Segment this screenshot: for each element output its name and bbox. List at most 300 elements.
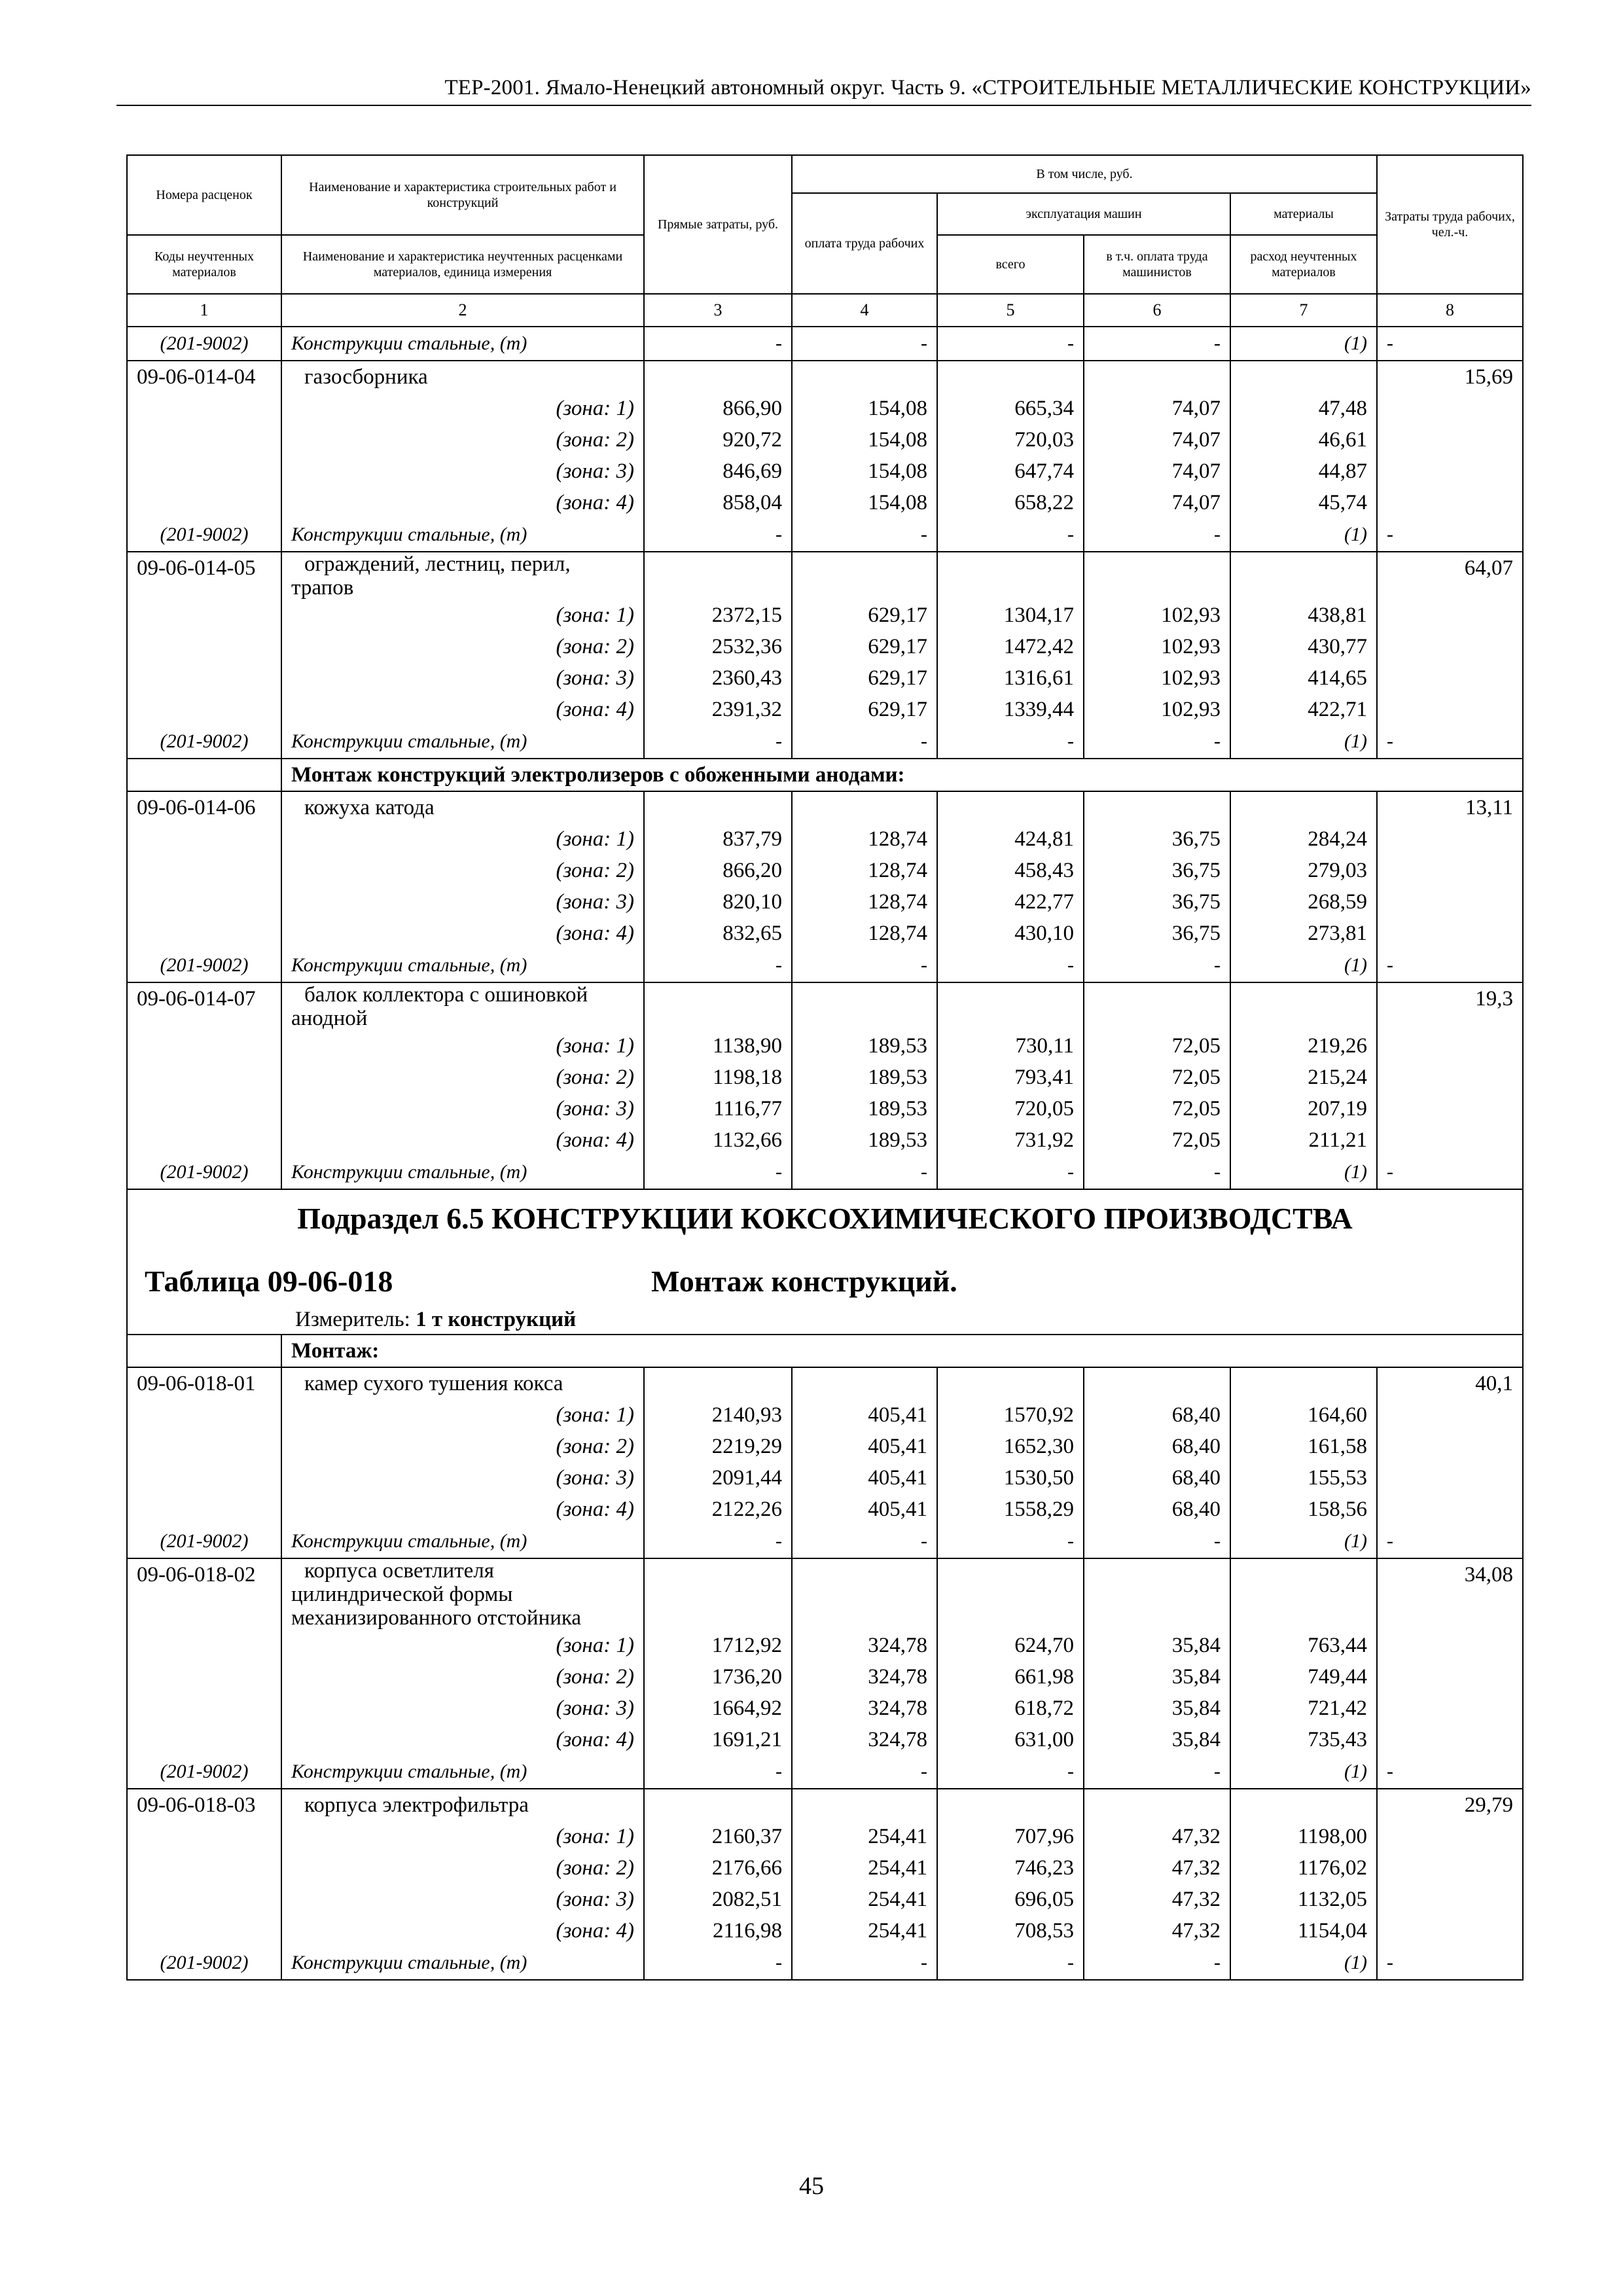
rate-row xyxy=(127,361,1523,393)
empty-cell xyxy=(792,552,937,600)
empty-cell xyxy=(127,393,281,424)
empty-cell xyxy=(1377,1884,1523,1915)
page-number: 45 xyxy=(799,2172,824,2200)
resource-dash: - xyxy=(792,949,937,982)
zone-label: (зона: 2) xyxy=(281,1661,644,1693)
empty-cell xyxy=(1084,1367,1230,1399)
machinist-pay: 36,75 xyxy=(1084,918,1230,949)
rate-name: корпуса электрофильтра xyxy=(281,1789,644,1821)
machinist-pay: 102,93 xyxy=(1084,662,1230,694)
machinist-pay: 35,84 xyxy=(1084,1661,1230,1693)
resource-row xyxy=(127,518,1523,552)
machine-total: 793,41 xyxy=(937,1062,1084,1093)
worker-pay: 405,41 xyxy=(792,1494,937,1525)
zone-label: (зона: 3) xyxy=(281,1093,644,1124)
materials: 422,71 xyxy=(1230,694,1377,725)
resource-code: (201-9002) xyxy=(127,518,281,552)
resource-dash: - xyxy=(937,949,1084,982)
machine-total: 1472,42 xyxy=(937,631,1084,662)
zone-row xyxy=(127,1462,1523,1494)
empty-cell xyxy=(1377,886,1523,918)
empty-cell xyxy=(1084,552,1230,600)
machinist-pay: 74,07 xyxy=(1084,393,1230,424)
rate-row xyxy=(127,552,1523,600)
zone-row xyxy=(127,662,1523,694)
resource-row xyxy=(127,1156,1523,1189)
resource-name: Конструкции стальные, (т) xyxy=(281,1755,644,1789)
direct-costs: 2391,32 xyxy=(644,694,792,725)
materials: 735,43 xyxy=(1230,1724,1377,1755)
materials: 268,59 xyxy=(1230,886,1377,918)
machine-total: 424,81 xyxy=(937,823,1084,855)
col-number: 4 xyxy=(792,294,937,327)
machine-total: 730,11 xyxy=(937,1030,1084,1062)
resource-name: Конструкции стальные, (т) xyxy=(281,725,644,759)
resource-name: Конструкции стальные, (т) xyxy=(281,949,644,982)
empty-cell xyxy=(1230,982,1377,1030)
materials: 438,81 xyxy=(1230,600,1377,631)
materials: 46,61 xyxy=(1230,424,1377,456)
zone-row xyxy=(127,1093,1523,1124)
rate-code: 09-06-014-05 xyxy=(127,552,281,600)
header-codes-unaccounted: Коды неучтенных материалов xyxy=(127,235,281,294)
empty-cell xyxy=(1084,361,1230,393)
zone-label: (зона: 1) xyxy=(281,1030,644,1062)
rate-code: 09-06-014-07 xyxy=(127,982,281,1030)
empty-cell xyxy=(644,552,792,600)
empty-cell xyxy=(792,982,937,1030)
empty-cell xyxy=(127,631,281,662)
empty-cell xyxy=(127,1852,281,1884)
empty-cell xyxy=(644,982,792,1030)
empty-cell xyxy=(1084,982,1230,1030)
materials: 161,58 xyxy=(1230,1431,1377,1462)
machinist-pay: 102,93 xyxy=(1084,600,1230,631)
worker-pay: 324,78 xyxy=(792,1693,937,1724)
empty-cell xyxy=(1377,1093,1523,1124)
empty-cell xyxy=(127,487,281,518)
empty-cell xyxy=(1230,1558,1377,1630)
empty-cell xyxy=(792,1789,937,1821)
zone-label: (зона: 2) xyxy=(281,1431,644,1462)
empty-cell xyxy=(1084,791,1230,823)
materials: 1132,05 xyxy=(1230,1884,1377,1915)
direct-costs: 837,79 xyxy=(644,823,792,855)
materials: 215,24 xyxy=(1230,1062,1377,1093)
machine-total: 1304,17 xyxy=(937,600,1084,631)
machinist-pay: 35,84 xyxy=(1084,1724,1230,1755)
resource-dash: - xyxy=(644,1755,792,1789)
resource-dash: - xyxy=(644,1525,792,1558)
resource-qty: (1) xyxy=(1230,1525,1377,1558)
empty-cell xyxy=(127,1124,281,1156)
zone-label: (зона: 4) xyxy=(281,918,644,949)
header-machine-total: всего xyxy=(937,235,1084,294)
resource-dash: - xyxy=(937,327,1084,361)
empty-cell xyxy=(937,1558,1084,1630)
worker-pay: 405,41 xyxy=(792,1431,937,1462)
machine-total: 618,72 xyxy=(937,1693,1084,1724)
worker-pay: 405,41 xyxy=(792,1462,937,1494)
machinist-pay: 102,93 xyxy=(1084,631,1230,662)
direct-costs: 2219,29 xyxy=(644,1431,792,1462)
empty-cell xyxy=(1230,1367,1377,1399)
materials: 1176,02 xyxy=(1230,1852,1377,1884)
empty-cell xyxy=(1377,1399,1523,1431)
empty-cell xyxy=(937,1789,1084,1821)
empty-cell xyxy=(1377,1630,1523,1661)
empty-cell xyxy=(127,1062,281,1093)
machine-total: 458,43 xyxy=(937,855,1084,886)
resource-dash: - xyxy=(937,725,1084,759)
direct-costs: 920,72 xyxy=(644,424,792,456)
resource-dash: - xyxy=(1377,1156,1523,1189)
machinist-pay: 47,32 xyxy=(1084,1884,1230,1915)
zone-row xyxy=(127,393,1523,424)
worker-pay: 154,08 xyxy=(792,487,937,518)
zone-label: (зона: 2) xyxy=(281,855,644,886)
worker-pay: 189,53 xyxy=(792,1124,937,1156)
materials: 164,60 xyxy=(1230,1399,1377,1431)
direct-costs: 866,90 xyxy=(644,393,792,424)
machine-total: 661,98 xyxy=(937,1661,1084,1693)
zone-row xyxy=(127,1124,1523,1156)
resource-dash: - xyxy=(1084,327,1230,361)
labor-cost: 29,79 xyxy=(1377,1789,1523,1821)
zone-label: (зона: 1) xyxy=(281,393,644,424)
zone-row xyxy=(127,886,1523,918)
machinist-pay: 35,84 xyxy=(1084,1693,1230,1724)
zone-label: (зона: 1) xyxy=(281,1821,644,1852)
resource-row xyxy=(127,1755,1523,1789)
machinist-pay: 102,93 xyxy=(1084,694,1230,725)
resource-dash: - xyxy=(937,1156,1084,1189)
machinist-pay: 68,40 xyxy=(1084,1399,1230,1431)
zone-row xyxy=(127,1915,1523,1946)
zone-row xyxy=(127,823,1523,855)
empty-cell xyxy=(127,1630,281,1661)
zone-row xyxy=(127,456,1523,487)
rate-block-group-c xyxy=(127,1367,1523,1980)
resource-dash: - xyxy=(1084,949,1230,982)
table-header xyxy=(127,155,1523,327)
resource-code: (201-9002) xyxy=(127,327,281,361)
resource-dash: - xyxy=(1084,725,1230,759)
worker-pay: 629,17 xyxy=(792,662,937,694)
group-title: Монтаж конструкций электролизеров с обоженными анодами: xyxy=(281,759,1523,791)
resource-dash: - xyxy=(792,327,937,361)
rate-row xyxy=(127,982,1523,1030)
zone-row xyxy=(127,1399,1523,1431)
worker-pay: 189,53 xyxy=(792,1093,937,1124)
zone-row xyxy=(127,1661,1523,1693)
empty-cell xyxy=(1377,1462,1523,1494)
machinist-pay: 72,05 xyxy=(1084,1062,1230,1093)
col-number: 8 xyxy=(1377,294,1523,327)
meter-value: 1 т конструкций xyxy=(416,1308,577,1331)
rate-code: 09-06-014-06 xyxy=(127,791,281,823)
resource-dash: - xyxy=(1084,1156,1230,1189)
materials: 279,03 xyxy=(1230,855,1377,886)
empty-cell xyxy=(792,1558,937,1630)
resource-code: (201-9002) xyxy=(127,1755,281,1789)
direct-costs: 2532,36 xyxy=(644,631,792,662)
resource-code: (201-9002) xyxy=(127,1525,281,1558)
worker-pay: 254,41 xyxy=(792,1915,937,1946)
header-including: В том числе, руб. xyxy=(792,155,1377,193)
empty-cell xyxy=(1377,456,1523,487)
machinist-pay: 72,05 xyxy=(1084,1093,1230,1124)
resource-dash: - xyxy=(792,1525,937,1558)
rate-row xyxy=(127,1789,1523,1821)
rate-name: ограждений, лестниц, перил, трапов xyxy=(281,552,644,600)
machinist-pay: 36,75 xyxy=(1084,823,1230,855)
zone-label: (зона: 4) xyxy=(281,487,644,518)
machinist-pay: 72,05 xyxy=(1084,1030,1230,1062)
resource-dash: - xyxy=(1377,327,1523,361)
machine-total: 707,96 xyxy=(937,1821,1084,1852)
worker-pay: 629,17 xyxy=(792,600,937,631)
subsection-header xyxy=(127,1189,1523,1367)
zone-label: (зона: 2) xyxy=(281,631,644,662)
col-number: 7 xyxy=(1230,294,1377,327)
worker-pay: 154,08 xyxy=(792,456,937,487)
resource-name: Конструкции стальные, (т) xyxy=(281,1946,644,1980)
empty-cell xyxy=(1377,1062,1523,1093)
labor-cost: 19,3 xyxy=(1377,982,1523,1030)
zone-label: (зона: 3) xyxy=(281,886,644,918)
empty-cell xyxy=(792,791,937,823)
resource-dash: - xyxy=(644,725,792,759)
machinist-pay: 47,32 xyxy=(1084,1852,1230,1884)
labor-cost: 34,08 xyxy=(1377,1558,1523,1630)
resource-row xyxy=(127,949,1523,982)
empty-cell xyxy=(127,424,281,456)
materials: 273,81 xyxy=(1230,918,1377,949)
machinist-pay: 74,07 xyxy=(1084,424,1230,456)
worker-pay: 254,41 xyxy=(792,1884,937,1915)
empty-cell xyxy=(127,1693,281,1724)
machine-total: 746,23 xyxy=(937,1852,1084,1884)
running-title: ТЕР-2001. Ямало-Ненецкий автономный округ. Часть 9. «СТРОИТЕЛЬНЫЕ МЕТАЛЛИЧЕСКИЕ КОНСТРУКЦИИ» xyxy=(444,76,1531,99)
worker-pay: 128,74 xyxy=(792,855,937,886)
machinist-pay: 35,84 xyxy=(1084,1630,1230,1661)
resource-name: Конструкции стальные, (т) xyxy=(281,1156,644,1189)
empty-cell xyxy=(937,552,1084,600)
resource-qty: (1) xyxy=(1230,1946,1377,1980)
rate-block-group-b xyxy=(127,791,1523,1189)
materials: 1198,00 xyxy=(1230,1821,1377,1852)
machine-total: 647,74 xyxy=(937,456,1084,487)
labor-cost: 13,11 xyxy=(1377,791,1523,823)
machinist-pay: 72,05 xyxy=(1084,1124,1230,1156)
rate-row xyxy=(127,791,1523,823)
resource-name: Конструкции стальные, (т) xyxy=(281,327,644,361)
empty-cell xyxy=(1377,918,1523,949)
machinist-pay: 47,32 xyxy=(1084,1915,1230,1946)
empty-cell xyxy=(127,918,281,949)
worker-pay: 189,53 xyxy=(792,1030,937,1062)
zone-label: (зона: 4) xyxy=(281,1124,644,1156)
page-header xyxy=(116,73,1531,106)
rate-name: кожуха катода xyxy=(281,791,644,823)
machinist-pay: 36,75 xyxy=(1084,855,1230,886)
labor-cost: 40,1 xyxy=(1377,1367,1523,1399)
direct-costs: 866,20 xyxy=(644,855,792,886)
empty-cell xyxy=(127,1030,281,1062)
empty-cell xyxy=(1084,1558,1230,1630)
materials: 47,48 xyxy=(1230,393,1377,424)
machinist-pay: 74,07 xyxy=(1084,456,1230,487)
empty-cell xyxy=(1230,361,1377,393)
header-rate-number: Номера расценок xyxy=(127,155,281,235)
resource-name: Конструкции стальные, (т) xyxy=(281,518,644,552)
zone-label: (зона: 3) xyxy=(281,1884,644,1915)
empty-cell xyxy=(1377,1030,1523,1062)
zone-label: (зона: 2) xyxy=(281,1852,644,1884)
resource-row xyxy=(127,725,1523,759)
machine-total: 1339,44 xyxy=(937,694,1084,725)
rate-name: балок коллектора с ошиновкой анодной xyxy=(281,982,644,1030)
resource-code: (201-9002) xyxy=(127,949,281,982)
zone-row xyxy=(127,1630,1523,1661)
rate-code: 09-06-014-04 xyxy=(127,361,281,393)
empty-cell xyxy=(127,886,281,918)
resource-dash: - xyxy=(937,1525,1084,1558)
resource-qty: (1) xyxy=(1230,518,1377,552)
zone-label: (зона: 4) xyxy=(281,1494,644,1525)
empty-cell xyxy=(1084,1789,1230,1821)
header-machine-ops: эксплуатация машин xyxy=(937,193,1230,235)
worker-pay: 324,78 xyxy=(792,1630,937,1661)
zone-row xyxy=(127,855,1523,886)
empty-cell xyxy=(644,1789,792,1821)
col-number: 5 xyxy=(937,294,1084,327)
direct-costs: 2140,93 xyxy=(644,1399,792,1431)
group-heading xyxy=(127,759,1523,791)
empty-cell xyxy=(1377,600,1523,631)
empty-cell xyxy=(127,1884,281,1915)
machine-total: 696,05 xyxy=(937,1884,1084,1915)
zone-row xyxy=(127,1724,1523,1755)
worker-pay: 154,08 xyxy=(792,424,937,456)
empty-cell xyxy=(127,456,281,487)
subsection-title: Подраздел 6.5 КОНСТРУКЦИИ КОКСОХИМИЧЕСКОГО ПРОИЗВОДСТВА xyxy=(297,1202,1353,1235)
col-number: 6 xyxy=(1084,294,1230,327)
machinist-pay: 36,75 xyxy=(1084,886,1230,918)
machinist-pay: 68,40 xyxy=(1084,1431,1230,1462)
zone-row xyxy=(127,1431,1523,1462)
direct-costs: 1664,92 xyxy=(644,1693,792,1724)
resource-dash: - xyxy=(1084,1946,1230,1980)
zone-row xyxy=(127,1821,1523,1852)
resource-qty: (1) xyxy=(1230,1156,1377,1189)
resource-dash: - xyxy=(1084,518,1230,552)
zone-row xyxy=(127,1852,1523,1884)
zone-row xyxy=(127,1884,1523,1915)
zone-row xyxy=(127,694,1523,725)
machinist-pay: 68,40 xyxy=(1084,1494,1230,1525)
worker-pay: 254,41 xyxy=(792,1821,937,1852)
empty-cell xyxy=(127,694,281,725)
machine-total: 1316,61 xyxy=(937,662,1084,694)
empty-cell xyxy=(937,791,1084,823)
empty-cell xyxy=(127,1661,281,1693)
empty-cell xyxy=(937,361,1084,393)
zone-label: (зона: 1) xyxy=(281,1399,644,1431)
col-number: 1 xyxy=(127,294,281,327)
zone-label: (зона: 1) xyxy=(281,1630,644,1661)
zone-label: (зона: 4) xyxy=(281,1724,644,1755)
direct-costs: 832,65 xyxy=(644,918,792,949)
zone-label: (зона: 1) xyxy=(281,823,644,855)
zone-label: (зона: 3) xyxy=(281,456,644,487)
direct-costs: 1132,66 xyxy=(644,1124,792,1156)
header-machinist-pay: в т.ч. оплата труда машинистов xyxy=(1084,235,1230,294)
resource-dash: - xyxy=(792,1156,937,1189)
header-direct-costs: Прямые затраты, руб. xyxy=(644,155,792,294)
empty-cell xyxy=(1377,1693,1523,1724)
resource-code: (201-9002) xyxy=(127,725,281,759)
direct-costs: 2160,37 xyxy=(644,1821,792,1852)
zone-row xyxy=(127,487,1523,518)
machine-total: 624,70 xyxy=(937,1630,1084,1661)
empty-cell xyxy=(1230,791,1377,823)
empty-cell xyxy=(792,361,937,393)
header-labor: Затраты труда рабочих, чел.-ч. xyxy=(1377,155,1523,294)
materials: 414,65 xyxy=(1230,662,1377,694)
meter-label: Измеритель: xyxy=(295,1308,410,1331)
direct-costs: 2116,98 xyxy=(644,1915,792,1946)
rate-code: 09-06-018-01 xyxy=(127,1367,281,1399)
resource-dash: - xyxy=(937,1946,1084,1980)
empty-cell xyxy=(127,1431,281,1462)
empty-cell xyxy=(127,600,281,631)
zone-row xyxy=(127,1693,1523,1724)
direct-costs: 1198,18 xyxy=(644,1062,792,1093)
resource-dash: - xyxy=(644,1156,792,1189)
direct-costs: 1712,92 xyxy=(644,1630,792,1661)
rate-row xyxy=(127,1558,1523,1630)
zone-row xyxy=(127,1030,1523,1062)
resource-qty: (1) xyxy=(1230,1755,1377,1789)
materials: 44,87 xyxy=(1230,456,1377,487)
machine-total: 720,03 xyxy=(937,424,1084,456)
resource-dash: - xyxy=(1377,518,1523,552)
empty-cell xyxy=(127,1494,281,1525)
zone-label: (зона: 3) xyxy=(281,662,644,694)
resource-dash: - xyxy=(1377,1946,1523,1980)
resource-code: (201-9002) xyxy=(127,1156,281,1189)
header-name-unaccounted: Наименование и характеристика неучтенных расценками материалов, единица измерения xyxy=(281,235,644,294)
empty-cell xyxy=(644,1367,792,1399)
empty-cell xyxy=(1377,1852,1523,1884)
resource-dash: - xyxy=(644,518,792,552)
resource-dash: - xyxy=(792,1946,937,1980)
empty-cell xyxy=(937,1367,1084,1399)
empty-cell xyxy=(937,982,1084,1030)
machinist-pay: 74,07 xyxy=(1084,487,1230,518)
direct-costs: 2176,66 xyxy=(644,1852,792,1884)
empty-cell xyxy=(127,1462,281,1494)
header-worker-pay: оплата труда рабочих xyxy=(792,193,937,294)
header-rule xyxy=(116,105,1531,106)
header-work-name: Наименование и характеристика строительных работ и конструкций xyxy=(281,155,644,235)
zone-label: (зона: 1) xyxy=(281,600,644,631)
labor-cost: 15,69 xyxy=(1377,361,1523,393)
col-number: 2 xyxy=(281,294,644,327)
empty-cell xyxy=(1377,1821,1523,1852)
